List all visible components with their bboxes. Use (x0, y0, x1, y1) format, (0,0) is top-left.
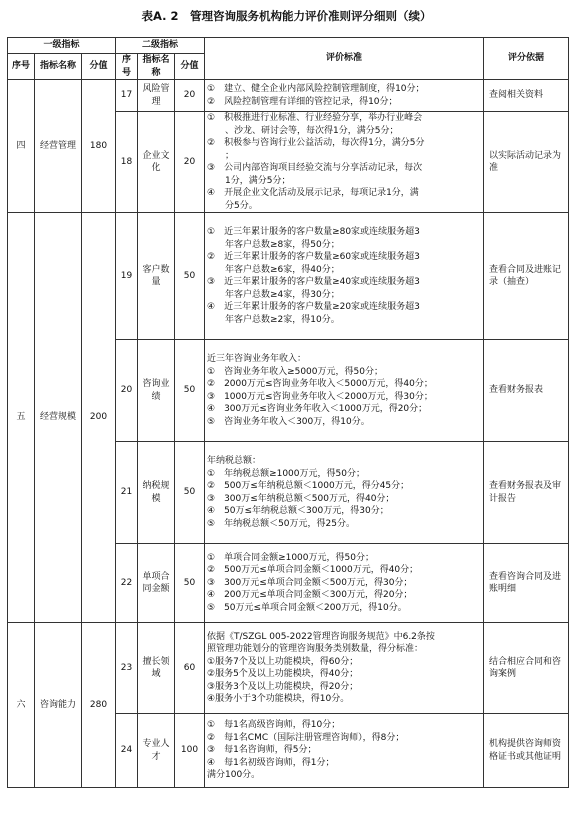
group-score: 180 (82, 80, 116, 213)
criteria-line: ④ 200万元≤单项合同金额＜300万元，得20分； (207, 590, 413, 601)
group-seq: 六 (8, 623, 35, 788)
group-score: 280 (82, 623, 116, 788)
criteria-line: ③ 300万≤年纳税总额＜500万元，得40分； (207, 493, 395, 504)
group-name: 咨询能力 (35, 623, 82, 788)
header-name2: 指标名称 (138, 54, 175, 80)
criteria-line: ② 近三年累计服务的客户数量≥60家或连续服务超3 (207, 252, 420, 262)
criteria-line: ② 每1名CMC（国际注册管理咨询师），得8分； (207, 732, 405, 743)
criteria-line: ⑤ 咨询业务年收入＜300万，得10分。 (207, 416, 370, 427)
criteria-line: 年客户总数≥4家，得30分； (207, 289, 340, 300)
criteria-line: ④ 300万元≤咨询业务年收入＜1000万元，得20分； (207, 404, 428, 414)
item-seq: 21 (116, 442, 138, 544)
evaluation-table (7, 37, 569, 788)
table-row (8, 213, 569, 340)
criteria-line: 近三年咨询业务年收入： (207, 354, 307, 364)
group-seq: 五 (8, 213, 35, 623)
criteria-line: 依据《T/SZGL 005-2022管理咨询服务规范》中6.2条按 (207, 631, 435, 642)
criteria-cell (205, 442, 484, 544)
item-seq: 17 (116, 80, 138, 112)
criteria-line: 年纳税总额： (207, 456, 262, 466)
group-name: 经营管理 (35, 80, 82, 213)
basis-cell: 查看财务报表及审计报告 (484, 442, 569, 544)
criteria-line: ③ 1000万元≤咨询业务年收入＜2000万元，得30分； (207, 391, 433, 402)
criteria-line: ② 2000万元≤咨询业务年收入＜5000万元，得40分； (207, 379, 433, 389)
criteria-line: ③ 300万元≤单项合同金额＜500万元，得30分； (207, 577, 413, 588)
item-name: 纳税规模 (138, 442, 175, 544)
criteria-cell (205, 213, 484, 340)
criteria-line: ④ 每1名初级咨询师，得1分； (207, 757, 335, 768)
criteria-cell (205, 544, 484, 623)
table-row (8, 80, 569, 112)
criteria-line: ； (207, 150, 235, 161)
header-score: 分值 (82, 54, 116, 80)
basis-cell: 查看财务报表 (484, 340, 569, 442)
item-seq: 20 (116, 340, 138, 442)
header-name: 指标名称 (35, 54, 82, 80)
basis-cell: 查看咨询合同及进账明细 (484, 544, 569, 623)
criteria-line: 、沙龙、研讨会等，每次得1分，满分5分； (207, 125, 399, 136)
criteria-line: ① 建立、健全企业内部风险控制管理制度，得10分； (207, 84, 425, 94)
basis-cell: 结合相应合同和咨询案例 (484, 623, 569, 714)
item-seq: 24 (116, 714, 138, 788)
criteria-line: ② 500万≤年纳税总额＜1000万元，得分45分； (207, 481, 410, 491)
criteria-line: ⑤ 50万元≤单项合同金额＜200万元，得10分。 (207, 602, 407, 613)
item-score: 20 (175, 80, 205, 112)
item-name: 风险管理 (138, 80, 175, 112)
criteria-line: 分5分。 (207, 200, 258, 211)
criteria-cell (205, 80, 484, 112)
item-score: 50 (175, 340, 205, 442)
criteria-cell (205, 623, 484, 714)
group-score: 200 (82, 213, 116, 623)
criteria-line: 满分100分。 (207, 770, 261, 781)
basis-cell: 机构提供咨询师资格证书或其他证明 (484, 714, 569, 788)
criteria-line: ① 积极推进行业标准、行业经验分享，举办行业峰会 (207, 113, 423, 123)
group-seq: 四 (8, 80, 35, 213)
criteria-line: ① 每1名高级咨询师，得10分； (207, 720, 341, 731)
basis-cell: 查阅相关资料 (484, 80, 569, 112)
criteria-line: ① 近三年累计服务的客户数量≥80家或连续服务超3 (207, 227, 420, 237)
criteria-cell (205, 714, 484, 788)
item-score: 50 (175, 442, 205, 544)
criteria-line: ④ 50万≤年纳税总额＜300万元，得30分； (207, 506, 389, 516)
item-score: 20 (175, 112, 205, 213)
criteria-line: 照管理功能划分的管理咨询服务类别数量，得分标准： (207, 644, 424, 654)
criteria-line: ④ 开展企业文化活动及展示记录，每项记录1分，满 (207, 188, 419, 198)
criteria-line: ② 积极参与咨询行业公益活动，每次得1分，满分5分 (207, 138, 425, 148)
header-basis: 评分依据 (484, 38, 569, 80)
criteria-line: 年客户总数≥6家，得40分； (207, 264, 340, 275)
header-seq: 序号 (8, 54, 35, 80)
criteria-line: ④ 近三年累计服务的客户数量≥20家或连续服务超3 (207, 302, 420, 312)
item-name: 擅长领域 (138, 623, 175, 714)
criteria-line: ②服务5个及以上功能模块，得40分； (207, 669, 359, 679)
table-title: 表A. 2 管理咨询服务机构能力评价准则评分细则（续） (141, 9, 432, 23)
item-name: 咨询业绩 (138, 340, 175, 442)
criteria-line: 年客户总数≥8家，得50分； (207, 239, 340, 250)
criteria-line: ③服务3个及以上功能模块，得20分； (207, 681, 359, 692)
header-seq2: 序号 (116, 54, 138, 80)
item-name: 客户数量 (138, 213, 175, 340)
basis-cell: 查看合同及进账记录（抽查） (484, 213, 569, 340)
table-body (8, 80, 569, 788)
criteria-line: ①服务7个及以上功能模块，得60分； (207, 656, 359, 667)
criteria-line: ① 单项合同金额≥1000万元，得50分； (207, 552, 374, 563)
criteria-line: ② 风险控制管理有详细的管控记录，得10分； (207, 96, 398, 107)
header-score2: 分值 (175, 54, 205, 80)
criteria-line: 1分，满分5分； (207, 175, 291, 186)
item-score: 100 (175, 714, 205, 788)
item-seq: 19 (116, 213, 138, 340)
group-name: 经营规模 (35, 213, 82, 623)
criteria-line: ③ 近三年累计服务的客户数量≥40家或连续服务超3 (207, 277, 420, 287)
table-row (8, 623, 569, 714)
criteria-cell (205, 340, 484, 442)
item-name: 单项合同金额 (138, 544, 175, 623)
item-name: 企业文化 (138, 112, 175, 213)
criteria-line: 年客户总数≥2家，得10分。 (207, 314, 340, 325)
criteria-line: ⑤ 年纳税总额＜50万元，得25分。 (207, 518, 355, 529)
criteria-cell (205, 112, 484, 213)
header-level2: 二级指标 (116, 38, 205, 54)
item-score: 60 (175, 623, 205, 714)
item-score: 50 (175, 213, 205, 340)
criteria-line: ③ 公司内部咨询项目经验交流与分享活动记录，每次 (207, 163, 423, 173)
header-level1: 一级指标 (8, 38, 116, 54)
item-seq: 23 (116, 623, 138, 714)
criteria-line: ④服务小于3个功能模块，得10分。 (207, 694, 350, 704)
item-seq: 22 (116, 544, 138, 623)
criteria-line: ① 咨询业务年收入≥5000万元，得50分； (207, 366, 383, 377)
header-criteria: 评价标准 (205, 38, 484, 80)
basis-cell: 以实际活动记录为准 (484, 112, 569, 213)
criteria-line: ② 500万元≤单项合同金额＜1000万元，得40分； (207, 565, 419, 576)
criteria-line: ③ 每1名咨询师，得5分； (207, 745, 317, 756)
item-name: 专业人才 (138, 714, 175, 788)
item-score: 50 (175, 544, 205, 623)
item-seq: 18 (116, 112, 138, 213)
criteria-line: ① 年纳税总额≥1000万元，得50分； (207, 468, 365, 479)
